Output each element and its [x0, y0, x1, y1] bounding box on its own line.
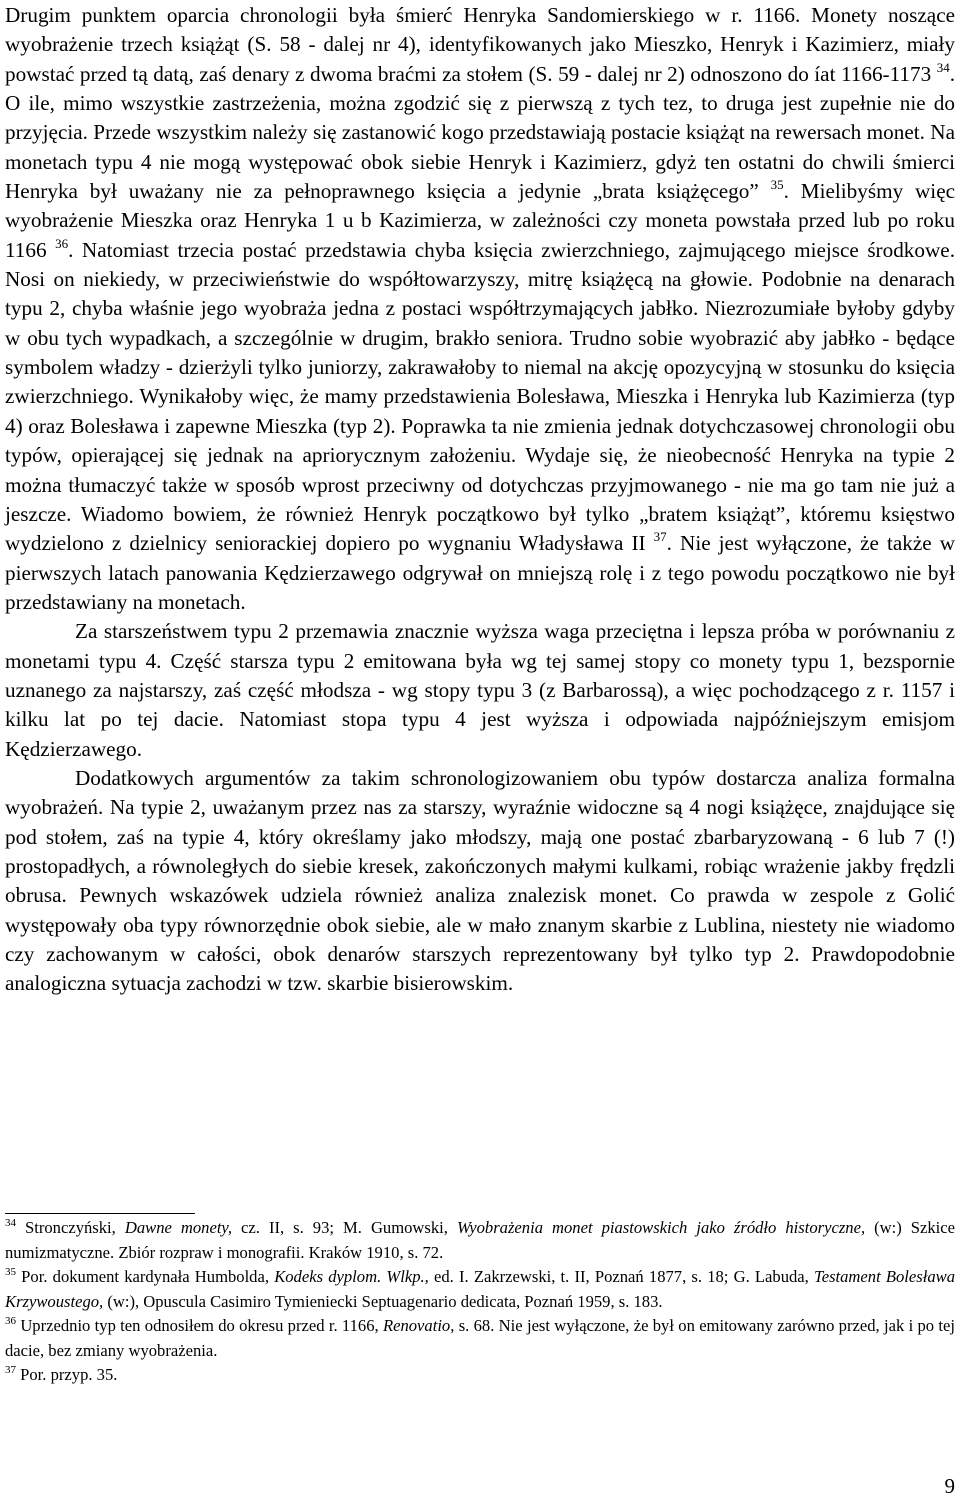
- text-run: cz. II, s. 93; M. Gumowski,: [232, 1218, 457, 1237]
- paragraph-2: Za starszeństwem typu 2 przemawia znacznie wyższa waga przeciętna i lepsza próba w porównaniu z monetami typu 4. Część starsza typu 2 emitowana była wg tej samej stopy co monety typu 1, bezspornie uznanego za najstarszy, zaś część młodsza - wg stopy typu 3 (z Barbarossą), a więc pochodzącego z r. 1157 i kilku lat po tej dacie. Natomiast stopa typu 4 jest wyższa i odpowiada najpóźniejszym emisjom Kędzierzawego.: [5, 619, 955, 761]
- page-number: 9: [944, 1474, 955, 1498]
- text-run: . Nie jest wyłączone, że także w pierwszych latach panowania Kędzierzawego odgrywał on mniejszą rolę i z tego powodu początkowo nie był przedstawiany na monetach.: [5, 531, 955, 614]
- footnote-ref: 37: [653, 529, 667, 545]
- main-text: [5, 0, 955, 999]
- footnote-ref: 34: [5, 1217, 16, 1229]
- footnote-ref: 35: [5, 1266, 16, 1278]
- italic-title: Wyobrażenia monet piastowskich jako źródło historyczne,: [456, 1218, 866, 1237]
- text-run: (w:), Opuscula Casimiro Tymieniecki Septuagenario dedicata, Poznań 1959, s. 183.: [103, 1291, 663, 1311]
- footnote-36: [5, 1314, 955, 1363]
- text-run: Drugim punktem oparcia chronologii była śmierć Henryka Sandomierskiego w r. 1166. Monety noszące wyobrażenie trzech książąt (S. 58 - dalej nr 4), identyfikowanych jako Mieszko, Henryk i Kazimierz, miały powstać przed tą datą, zaś denary z dwoma braćmi za stołem (S. 59 - dalej nr 2) odnoszono do íat 1166-1173: [5, 3, 955, 86]
- text-run: (w:) Szkice numizmatyczne. Zbiór rozpraw i monografii. Kraków 1910, s. 72.: [5, 1218, 956, 1262]
- text-run: s. 68. Nie jest wyłączone, że był on emitowany zarówno przed, jak i po tej dacie, bez zmiany wyobrażenia.: [5, 1316, 955, 1360]
- italic-title: Renovatio,: [382, 1316, 455, 1335]
- footnote-ref: 36: [55, 235, 69, 251]
- footnotes: [5, 1216, 955, 1388]
- italic-title: Testament Bolesława Krzywoustego,: [5, 1267, 956, 1311]
- footnote-ref: 35: [770, 177, 784, 193]
- footnote-ref: 34: [936, 59, 950, 75]
- text-run: Por. przyp. 35.: [16, 1365, 118, 1384]
- footnote-37: [5, 1363, 955, 1388]
- italic-title: Kodeks dyplom. Wlkp.,: [274, 1267, 429, 1286]
- footnote-35: [5, 1265, 955, 1314]
- footnote-separator: [5, 1213, 195, 1214]
- italic-title: Dawne monety,: [124, 1218, 233, 1237]
- paragraph-3: Dodatkowych argumentów za takim schronologizowaniem obu typów dostarcza analiza formalna wyobrażeń. Na typie 2, uważanym przez nas za starszy, wyraźnie widoczne są 4 nogi książęce, znajdujące się pod stołem, zaś na typie 4, który określamy jako młodszy, mają one postać zbarbaryzowaną - 6 lub 7 (!) prostopadłych, a równoległych do siebie kresek, zakończonych małymi kulkami, robiąc wrażenie jakby frędzli obrusa. Pewnych wskazówek udziela również analiza znalezisk monet. Co prawda w zespole z Golić występowały oba typy równorzędnie obok siebie, ale w mało znanym skarbie z Lublina, niestety nie wiadomo czy zachowanym w całości, obok denarów starszych reprezentowany był tylko typ 2. Prawdopodobnie analogiczna sytuacja zachodzi w tzw. skarbie bisierowskim.: [5, 765, 955, 996]
- text-run: Uprzednio typ ten odnosiłem do okresu przed r. 1166,: [16, 1316, 383, 1335]
- text-run: . Natomiast trzecia postać przedstawia chyba księcia zwierzchniego, zajmującego miejsce środkowe. Nosi on niekiedy, w przeciwieństwie do współtowarzyszy, mitrę książęcą na głowie. Podobnie na denarach typu 2, chyba właśnie jego wyobraża jedna z postaci współtrzymających jabłko. Niezrozumiałe byłoby gdyby w obu tych wypadkach, a szczególnie w drugim, brakło seniora. Trudno sobie wyobrazić aby jabłko - będące symbolem władzy - dzierżyli tylko juniorzy, zakrawałoby to niemal na akcję opozycyjną w stosunku do księcia zwierzchniego. Wynikałoby więc, że mamy przedstawienia Bolesława, Mieszka i Henryka lub Kazimierza (typ 4) oraz Bolesława i zapewne Mieszka (typ 2). Poprawka ta nie zmienia jednak dotychczasowej chronologii obu typów, opierającej się jednak na apriorycznym założeniu. Wydaje się, że nieobecność Henryka na typie 2 można tłumaczyć także w sposób wprost przeciwny od dotychczas przyjmowanego - nie ma go tam nie już a jeszcze. Wiadomo bowiem, że również Henryk początkowo był tylko „bratem książąt”, któremu księstwo wydzielono z dzielnicy seniorackiej dopiero po wygnaniu Władysława II: [5, 237, 955, 556]
- text-run: Por. dokument kardynała Humbolda,: [16, 1267, 275, 1286]
- paragraph-1: [5, 1, 955, 617]
- footnote-ref: 36: [5, 1315, 16, 1327]
- text-run: . Mielibyśmy więc wyobrażenie Mieszka oraz Henryka 1 u b Kazimierza, w zależności czy moneta powstała przed lub po roku 1166: [5, 179, 956, 262]
- footnote-ref: 37: [5, 1364, 16, 1376]
- footnote-34: [5, 1216, 955, 1265]
- text-run: Stronczyński,: [16, 1218, 125, 1237]
- text-run: ed. I. Zakrzewski, t. II, Poznań 1877, s. 18; G. Labuda,: [428, 1267, 814, 1286]
- text-run: . O ile, mimo wszystkie zastrzeżenia, można zgodzić się z pierwszą z tych tez, to druga jest zupełnie nie do przyjęcia. Przede wszystkim należy się zastanowić kogo przedstawiają postacie książąt na rewersach monet. Na monetach typu 4 nie mogą występować obok siebie Henryk i Kazimierz, gdyż ten ostatni do chwili śmierci Henryka był uważany nie za pełnoprawnego księcia a jedynie „brata książęcego”: [5, 61, 955, 204]
